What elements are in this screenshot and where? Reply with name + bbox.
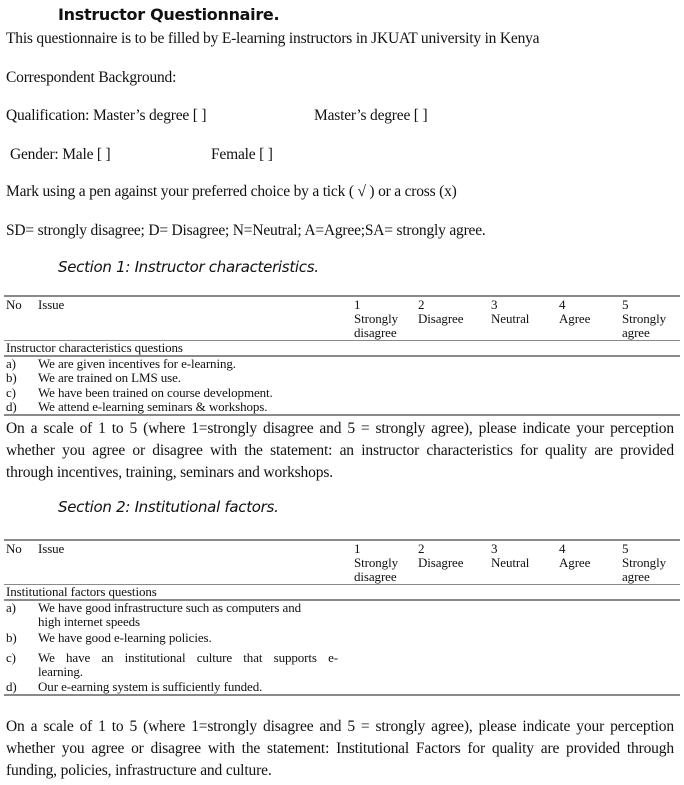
- scale-label: Agree: [559, 555, 591, 570]
- item-no: c): [6, 385, 16, 400]
- gender-female-option[interactable]: Female [ ]: [211, 146, 273, 163]
- item-text-line: We have an institutional culture that supports e-: [38, 650, 338, 665]
- scale-label: Disagree: [418, 311, 464, 326]
- scale-label: Strongly: [354, 555, 398, 570]
- scale-number: 5: [622, 541, 629, 556]
- header-issue: Issue: [38, 541, 65, 556]
- section-2-heading: Section 2: Institutional factors.: [58, 498, 279, 516]
- item-text: [38, 651, 338, 679]
- item-text-line: high internet speeds: [38, 614, 140, 629]
- group-label: Instructor characteristics questions: [6, 340, 183, 355]
- header-scale-3: [491, 298, 529, 326]
- table-bottom-rule: [4, 414, 680, 416]
- scale-number: 3: [491, 541, 498, 556]
- background-heading: Correspondent Background:: [6, 69, 177, 86]
- item-no: a): [6, 600, 16, 615]
- scale-label: Disagree: [418, 555, 464, 570]
- scale-label: agree: [622, 569, 650, 584]
- section-2-table: [4, 539, 680, 694]
- item-text: We attend e-learning seminars & workshops.: [38, 399, 268, 414]
- scale-number: 4: [559, 541, 566, 556]
- header-issue: Issue: [38, 297, 65, 312]
- section-1-table: [4, 295, 680, 415]
- section-1-heading: Section 1: Instructor characteristics.: [58, 258, 319, 276]
- item-text-line: learning.: [38, 664, 83, 679]
- intro-text: This questionnaire is to be filled by E-learning instructors in JKUAT university in Kenya: [6, 30, 540, 47]
- item-no: d): [6, 399, 17, 414]
- table-top-rule: [4, 295, 680, 297]
- legend-text: SD= strongly disagree; D= Disagree; N=Neutral; A=Agree;SA= strongly agree.: [6, 222, 486, 239]
- header-no: No: [6, 541, 22, 556]
- item-text: [38, 601, 301, 629]
- item-text-line: We have good infrastructure such as computers and: [38, 600, 301, 615]
- header-scale-5: [622, 542, 666, 584]
- section-1-summary: On a scale of 1 to 5 (where 1=strongly disagree and 5 = strongly agree), please indicate your perception whether you agree or disagree with the statement: an instructor characteristics for quality are provided through incentives, training, seminars and workshops.: [6, 420, 674, 481]
- document-title: Instructor Questionnaire.: [58, 5, 280, 24]
- header-scale-5: [622, 298, 666, 340]
- qualification-option-2[interactable]: Master’s degree [ ]: [314, 107, 428, 124]
- scale-label: Agree: [559, 311, 591, 326]
- item-no: d): [6, 679, 17, 694]
- instruction-text: Mark using a pen against your preferred choice by a tick ( √ ) or a cross (x): [6, 183, 457, 200]
- header-scale-1: [354, 542, 398, 584]
- scale-number: 1: [354, 297, 361, 312]
- scale-label: disagree: [354, 325, 397, 340]
- scale-number: 1: [354, 541, 361, 556]
- header-scale-3: [491, 542, 529, 570]
- group-label: Institutional factors questions: [6, 584, 157, 599]
- table-top-rule: [4, 539, 680, 541]
- item-text: We have good e-learning policies.: [38, 630, 212, 645]
- scale-label: Strongly: [622, 311, 666, 326]
- gender-male-option[interactable]: Gender: Male [ ]: [10, 146, 111, 163]
- scale-label: Neutral: [491, 555, 530, 570]
- item-no: c): [6, 650, 16, 665]
- scale-label: Strongly: [622, 555, 666, 570]
- scale-label: disagree: [354, 569, 397, 584]
- qualification-option-1[interactable]: Qualification: Master’s degree [ ]: [6, 107, 207, 124]
- scale-number: 2: [418, 297, 425, 312]
- section-2-summary: On a scale of 1 to 5 (where 1=strongly disagree and 5 = strongly agree), please indicate your perception whether you agree or disagree with the statement: Institutional Factors for quality are provided through funding, policies, infrastructure and culture.: [6, 718, 674, 779]
- header-scale-2: [418, 298, 463, 326]
- header-scale-4: [559, 298, 590, 326]
- item-text: We have been trained on course development.: [38, 385, 273, 400]
- item-text: We are given incentives for e-learning.: [38, 356, 236, 371]
- header-no: No: [6, 297, 22, 312]
- header-scale-2: [418, 542, 463, 570]
- item-no: b): [6, 370, 17, 385]
- item-text: Our e-earning system is sufficiently funded.: [38, 679, 263, 694]
- scale-label: agree: [622, 325, 650, 340]
- scale-number: 2: [418, 541, 425, 556]
- scale-label: Neutral: [491, 311, 530, 326]
- scale-number: 4: [559, 297, 566, 312]
- item-text: We are trained on LMS use.: [38, 370, 181, 385]
- table-bottom-rule: [4, 694, 680, 696]
- item-no: a): [6, 356, 16, 371]
- header-scale-4: [559, 542, 590, 570]
- header-scale-1: [354, 298, 398, 340]
- scale-number: 3: [491, 297, 498, 312]
- item-no: b): [6, 630, 17, 645]
- scale-label: Strongly: [354, 311, 398, 326]
- scale-number: 5: [622, 297, 629, 312]
